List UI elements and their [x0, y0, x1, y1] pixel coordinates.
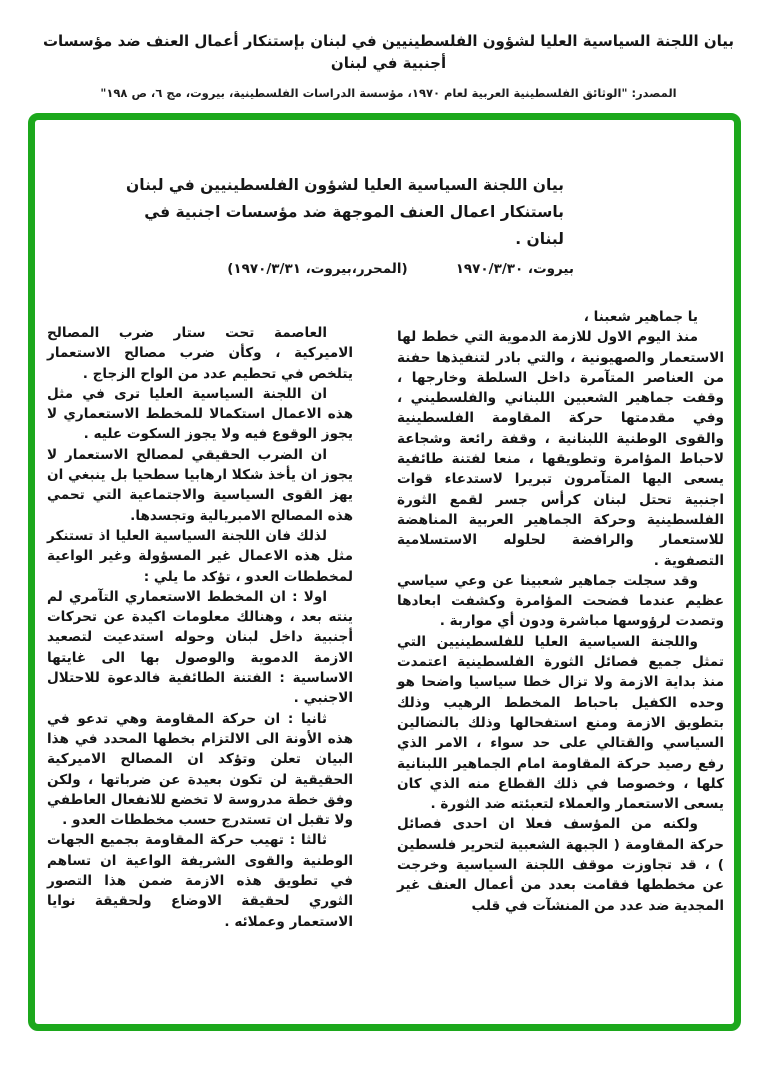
- paragraph: وقد سجلت جماهير شعبينا عن وعي سياسي عظيم عندما فضحت المؤامرة وكشفت ابعادها وتصدت لرؤوسها مباشرة ودون أي مواربة .: [397, 572, 724, 630]
- text-columns: [47, 307, 724, 932]
- paragraph: ثانيا : ان حركة المقاومة وهي تدعو في هذه الأونة الى الالتزام بخطها المحدد في هذا البيان تعلن وتؤكد ان المصالح الاميركية الحقيقية لن تكون بعيدة عن ضرباتها ، ولكن وفق خطة مدروسة لا تخضع للانفعال العاطفي ولا تقبل ان تستدرج حسب مخططات العدو .: [47, 710, 353, 829]
- paragraph: ان اللجنة السياسية العليا ترى في مثل هذه الاعمال استكمالا للمخطط الاستعماري لا يجوز الوقوع فيه ولا يجوز السكوت عليه .: [47, 385, 353, 443]
- dateline-editor-note: (المحرر،بيروت، ١٩٧٠/٣/٣١): [227, 261, 408, 277]
- dateline-place-date: بيروت، ١٩٧٠/٣/٣٠: [455, 261, 574, 277]
- paragraph: يا جماهير شعبنا ،: [583, 309, 698, 325]
- column-first: [397, 307, 724, 916]
- statement-title: [126, 172, 564, 253]
- paragraph: منذ اليوم الاول للازمة الدموية التي خطط لها الاستعمار والصهيونية ، والتي بادر لتنفيذها حفنة من العناصر المتآمرة داخل السلطة وخارجها ، وقفت جماهير الشعبين اللبناني والفلسطيني ، وفي مقدمتها حركة المقاومة الفلسطينية والقوى الوطنية اللبنانية ، وقفة رائعة وشجاعة لاحباط المؤامرة وتطويقها ، منعا لفتنة طائفية يسعى اليها المتآمرون تبريرا لاستدعاء قوات اجنبية تحتل لبنان كرأس جسر لقمع الثورة الفلسطينية وحركة الجماهير العربية المناهضة للاستعمار والرافضة لحلوله الاستسلامية التصفوية .: [397, 329, 724, 569]
- document-header-title: بيان اللجنة السياسية العليا لشؤون الفلسطينيين في لبنان بإستنكار أعمال العنف ضد مؤسسات أجنبية في لبنان: [42, 32, 735, 72]
- statement-title-line: بيان اللجنة السياسية العليا لشؤون الفلسطينيين في لبنان: [126, 176, 564, 194]
- statement-title-line: باستنكار اعمال العنف الموجهة ضد مؤسسات اجنبية في: [144, 203, 564, 221]
- document-source-citation: المصدر: "الوثائق الفلسطينية العربية لعام ١٩٧٠، مؤسسة الدراسات الفلسطينية، بيروت، مج ٦، ص ١٩٨": [100, 86, 677, 100]
- page-header: [0, 0, 777, 100]
- paragraph: ان الضرب الحقيقي لمصالح الاستعمار لا يجوز ان يأخذ شكلا ارهابيا سطحيا بل ينبغي ان يهز القوى السياسية والاجتماعية التي تحمي هذه المصالح الامبريالية وتجسدها.: [47, 446, 353, 524]
- paragraph: واللجنة السياسية العليا للفلسطينيين التي تمثل جميع فصائل الثورة الفلسطينية اعتمدت منذ بداية الازمة ولا تزال خطا سياسيا واضحا هو وحده الكفيل باحباط المخطط الرهيب وذلك بتطويق الازمة ومنع استفحالها وذلك بالنضالين السياسي والقتالي على حد سواء ، الامر الذي رفع رصيد حركة المقاومة امام الجماهير اللبنانية كلها ، وخصوصا في ذلك القطاع منه الذي كان يسعى الاستعمار والعملاء لتعبئته ضد الثورة .: [397, 633, 724, 813]
- paragraph: ثالثا : تهيب حركة المقاومة بجميع الجهات الوطنية والقوى الشريفة الواعية ان تساهم في تطويق هذه الازمة ضمن هذا التصور الثوري لحقيقة الاوضاع ولحقيقة نوايا الاستعمار وعملائه .: [47, 832, 353, 930]
- column-second: [47, 323, 353, 932]
- paragraph: اولا : ان المخطط الاستعماري التآمري لم ينته بعد ، وهنالك معلومات اكيدة عن تحركات أجنبية داخل لبنان وحوله استدعيت لتصعيد الازمة الدموية والوصول بها الى غايتها الاساسية : الفتنة الطائفية فالدعوة للاحتلال الاجنبي .: [47, 588, 353, 707]
- paragraph: العاصمة تحت ستار ضرب المصالح الاميركية ، وكأن ضرب مصالح الاستعمار يتلخص في تحطيم عدد من الواح الزجاج .: [47, 325, 353, 382]
- statement-title-line: لبنان .: [515, 230, 564, 248]
- dateline: [47, 261, 574, 277]
- document-frame: [28, 113, 741, 1031]
- paragraph: لذلك فان اللجنة السياسية العليا اذ تستنكر مثل هذه الاعمال غير المسؤولة وغير الواعية لمخططات العدو ، تؤكد ما يلي :: [47, 527, 353, 585]
- paragraph: ولكنه من المؤسف فعلا ان احدى فصائل حركة المقاومة ( الجبهة الشعبية لتحرير فلسطين ) ، قد تجاوزت موقف اللجنة السياسية وخرجت عن مخططها فقامت بعدد من أعمال العنف غير المجدية ضد عدد من المنشآت في قلب: [397, 816, 724, 914]
